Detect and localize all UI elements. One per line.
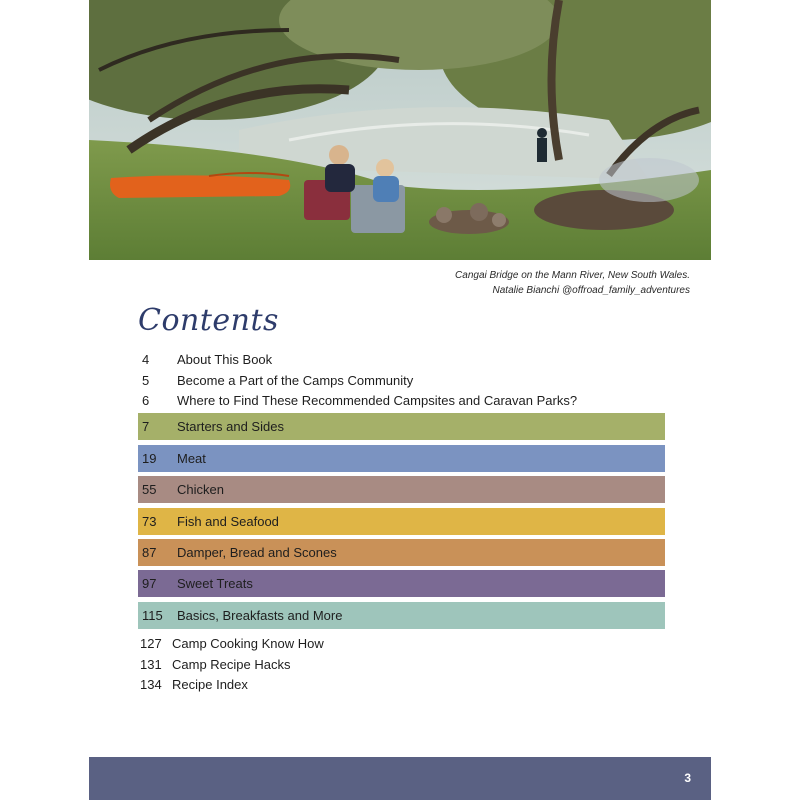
toc-label: Camp Cooking Know How xyxy=(172,635,324,651)
caption-credit: Natalie Bianchi @offroad_family_adventures xyxy=(492,285,690,296)
cover-photo xyxy=(89,0,711,260)
toc-label: Camp Recipe Hacks xyxy=(172,656,291,672)
chapter-band[interactable] xyxy=(138,413,665,440)
toc-entry[interactable] xyxy=(138,391,665,409)
page-number: 3 xyxy=(684,771,691,785)
toc-entry[interactable] xyxy=(138,371,665,389)
toc-entry[interactable] xyxy=(138,655,665,673)
chapter-band[interactable] xyxy=(138,602,665,629)
toc-label: Recipe Index xyxy=(172,676,248,692)
toc-page: 115 xyxy=(142,608,163,623)
chapter-band[interactable] xyxy=(138,508,665,535)
chapter-band[interactable] xyxy=(138,570,665,597)
toc-page: 4 xyxy=(142,351,150,367)
toc-entry[interactable] xyxy=(138,350,665,368)
toc-label: Starters and Sides xyxy=(177,419,284,434)
page-footer xyxy=(89,757,711,800)
toc-page: 134 xyxy=(140,676,162,692)
toc-page: 6 xyxy=(142,392,150,408)
toc-entry[interactable] xyxy=(138,675,665,693)
toc-page: 55 xyxy=(142,482,157,497)
toc-page: 73 xyxy=(142,514,157,529)
chapter-band[interactable] xyxy=(138,476,665,503)
toc-label: Where to Find These Recommended Campsites and Caravan Parks? xyxy=(177,392,578,408)
chapter-band[interactable] xyxy=(138,445,665,472)
toc-label: Fish and Seafood xyxy=(177,514,279,529)
toc-label: Chicken xyxy=(177,482,224,497)
toc-page: 5 xyxy=(142,372,150,388)
toc-page: 127 xyxy=(140,635,162,651)
toc-label: Become a Part of the Camps Community xyxy=(177,372,414,388)
toc-label: Sweet Treats xyxy=(177,576,253,591)
campsite-river-photo xyxy=(89,0,711,260)
toc-entry[interactable] xyxy=(138,634,665,652)
toc-label: Meat xyxy=(177,451,206,466)
toc-label: About This Book xyxy=(177,351,273,367)
toc-label: Basics, Breakfasts and More xyxy=(177,608,343,623)
toc-label: Damper, Bread and Scones xyxy=(177,545,337,560)
photo-caption xyxy=(455,268,690,298)
toc-page: 19 xyxy=(142,451,157,466)
toc-page: 97 xyxy=(142,576,157,591)
chapter-band[interactable] xyxy=(138,539,665,566)
toc-page: 7 xyxy=(142,419,150,434)
toc-page: 131 xyxy=(140,656,162,672)
contents-heading: Contents xyxy=(138,303,279,338)
caption-location: Cangai Bridge on the Mann River, New South Wales. xyxy=(455,270,690,281)
toc-page: 87 xyxy=(142,545,157,560)
